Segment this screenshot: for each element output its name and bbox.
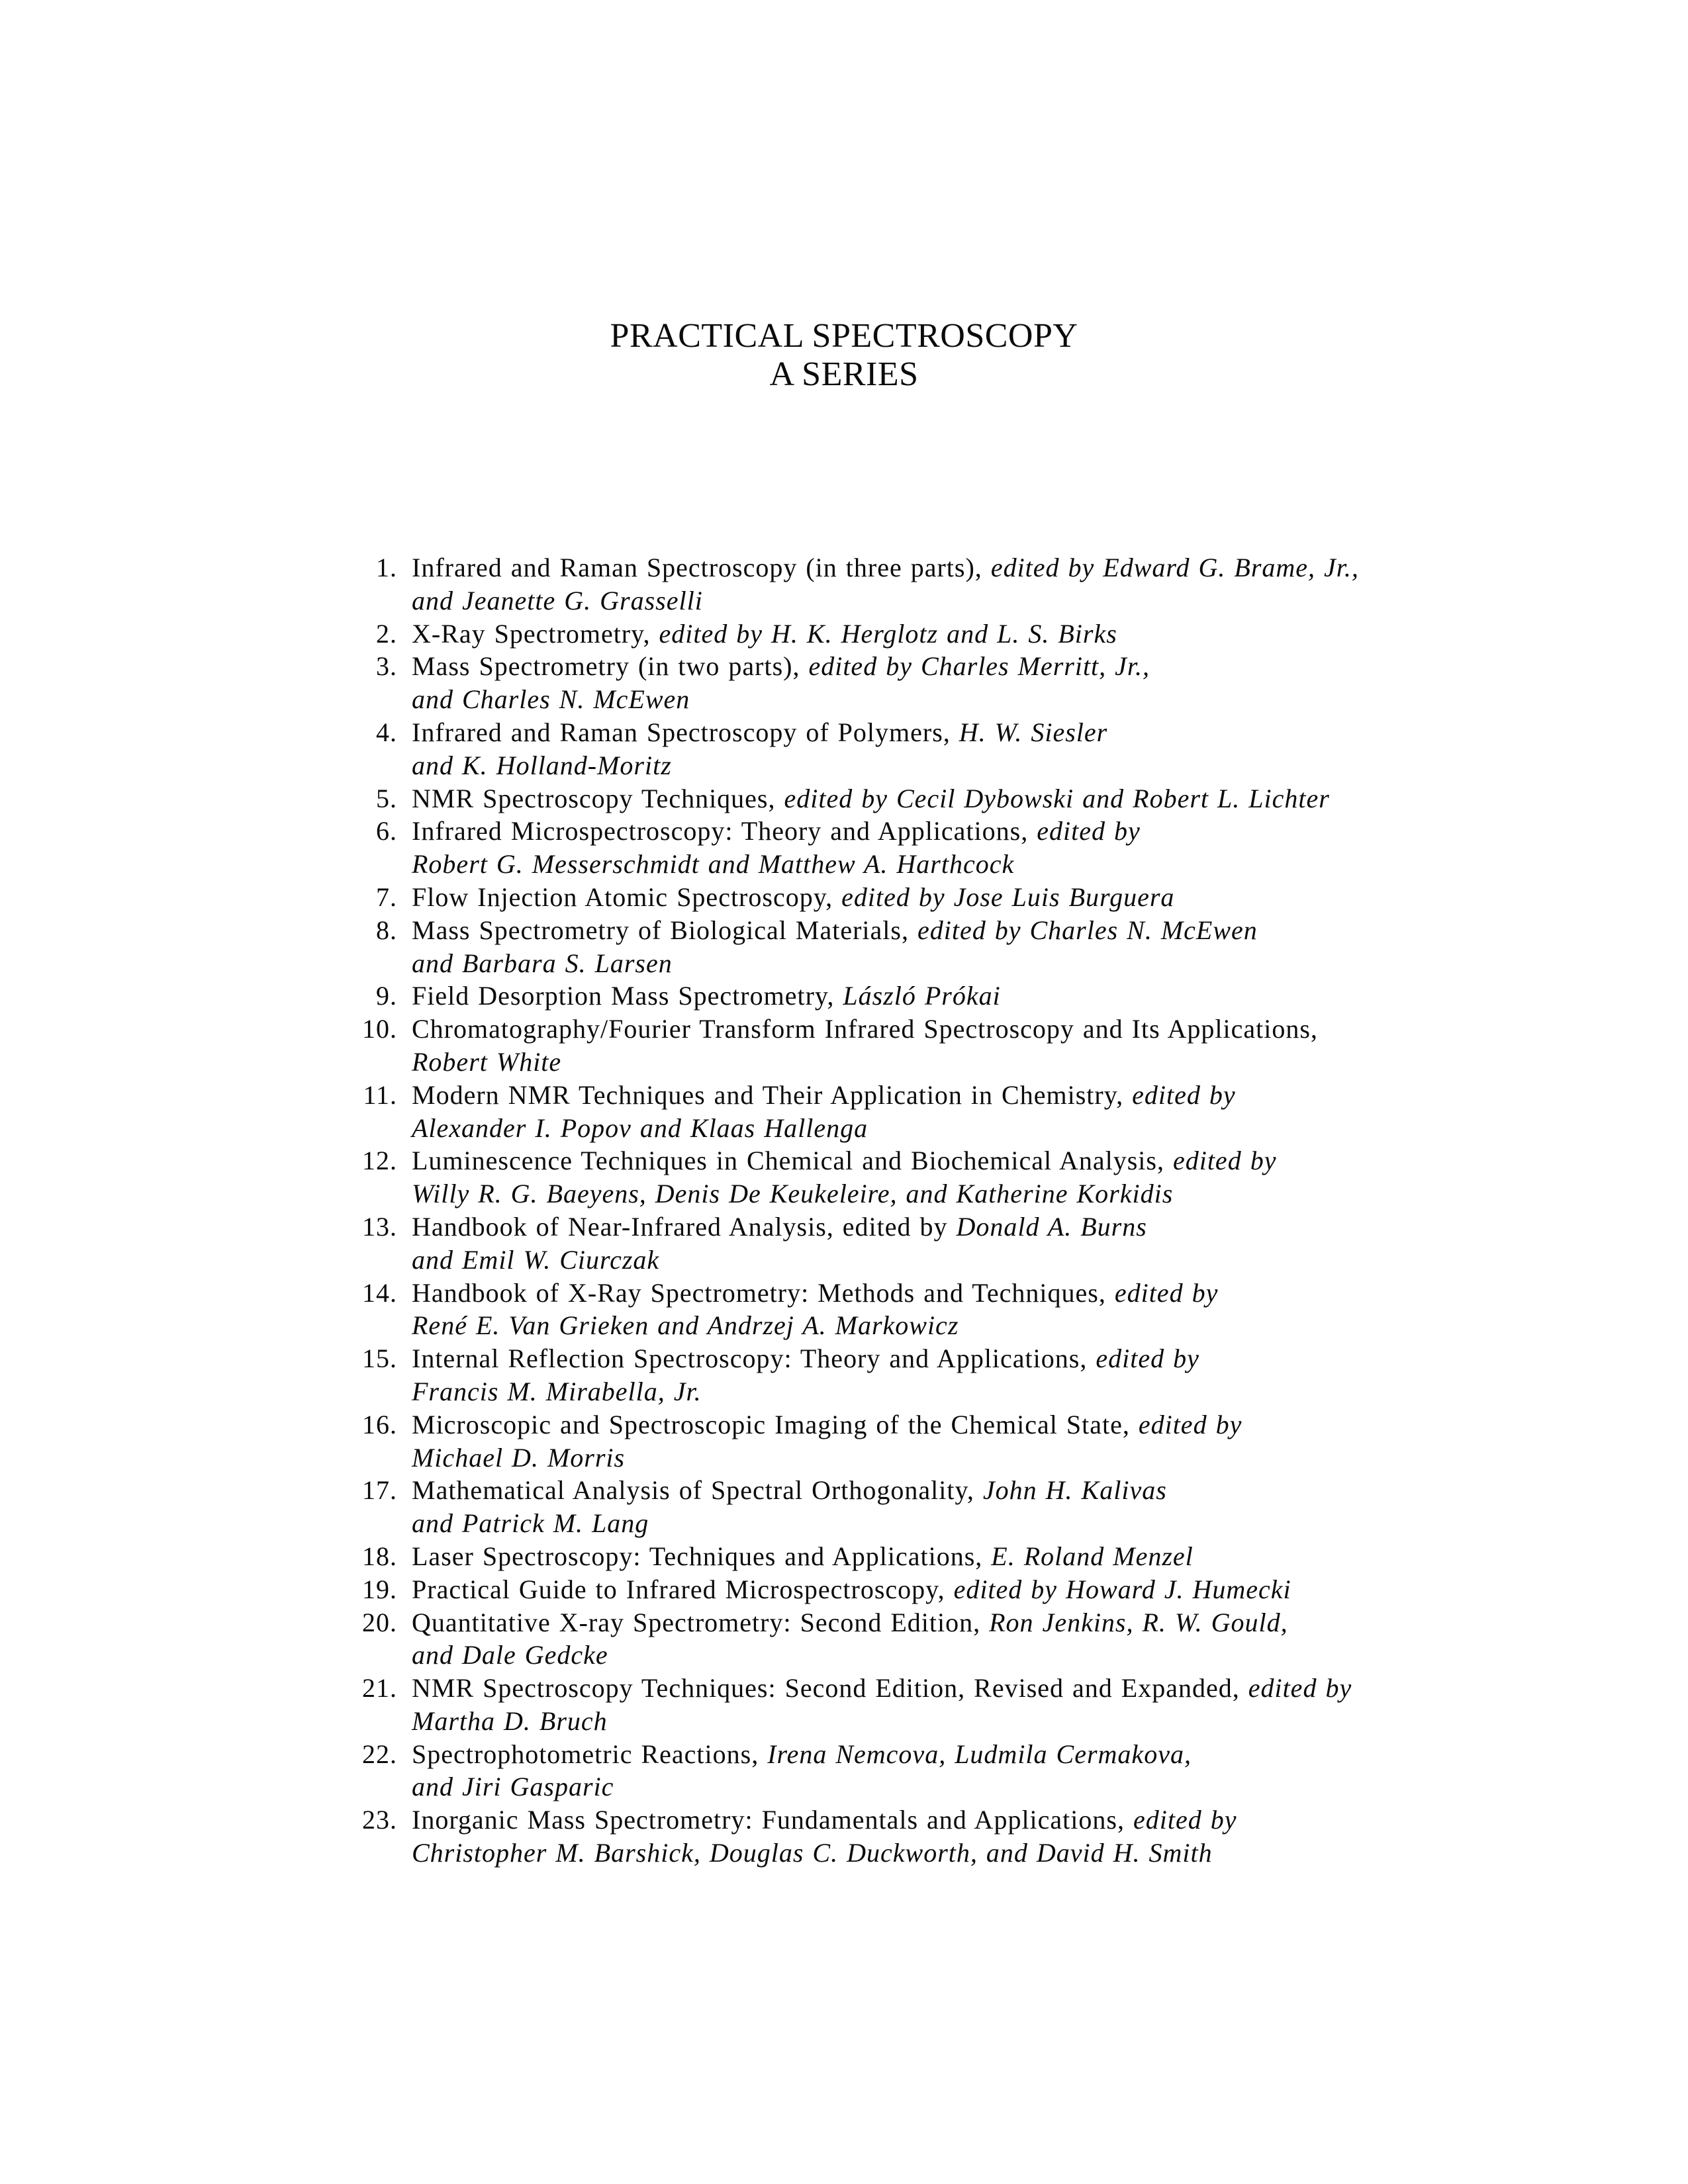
item-text [397,1079,1688,1112]
item-author-segment: edited by Charles Merritt, Jr., [808,651,1150,682]
item-title-segment: NMR Spectroscopy Techniques, [412,783,784,813]
item-title-segment: Modern NMR Techniques and Their Application in Chemistry, [412,1079,1133,1110]
list-item [0,1210,1688,1244]
item-author-segment: edited by [1172,1146,1277,1176]
item-title-segment: Mathematical Analysis of Spectral Orthogonality, [412,1475,983,1506]
item-text [397,1705,1688,1738]
item-text [397,1144,1688,1177]
item-title-segment: Internal Reflection Spectroscopy: Theory and Applications, [412,1343,1096,1374]
item-author-segment: edited by [1114,1277,1219,1308]
item-author-segment: and K. Holland-Moritz [412,750,672,780]
item-number: 6. [376,816,397,846]
item-number: 11. [363,1079,397,1110]
item-author-segment: René E. Van Grieken and Andrzej A. Markowicz [412,1310,959,1341]
item-text [397,1738,1688,1771]
item-title-segment: Inorganic Mass Spectrometry: Fundamentals and Applications, [412,1805,1133,1835]
item-author-segment: and Barbara S. Larsen [412,948,673,978]
item-author-segment: Robert White [412,1046,562,1077]
list-item-continuation [0,1507,1688,1540]
list-item-continuation [0,1770,1688,1803]
item-text [397,848,1688,881]
item-author-segment: Christopher M. Barshick, Douglas C. Duckworth, and David H. Smith [412,1838,1213,1868]
item-text [397,1244,1688,1277]
item-number: 20. [362,1607,397,1637]
list-item [0,1474,1688,1507]
item-title-segment: Luminescence Techniques in Chemical and Biochemical Analysis, [412,1146,1173,1176]
item-author-segment: and Dale Gedcke [412,1640,608,1670]
item-author-segment: edited by Charles N. McEwen [917,915,1258,945]
item-text [397,1672,1688,1705]
item-number: 23. [362,1805,397,1835]
item-text [397,1770,1688,1803]
item-author-segment: edited by Howard J. Humecki [953,1574,1291,1604]
item-author-segment: E. Roland Menzel [991,1541,1194,1571]
item-number: 12. [362,1146,397,1176]
list-item-continuation [0,1177,1688,1210]
item-author-segment: edited by [1132,1079,1236,1110]
list-item [0,1573,1688,1606]
item-author-segment: Willy R. G. Baeyens, Denis De Keukeleire, and Katherine Korkidis [412,1179,1174,1209]
item-author-segment: and Jeanette G. Grasselli [412,585,703,615]
list-item [0,716,1688,749]
item-number: 18. [362,1541,397,1571]
item-author-segment: edited by [1248,1673,1352,1704]
item-text [397,1441,1688,1475]
item-text [397,1342,1688,1375]
item-text [397,1013,1688,1046]
item-text [397,1540,1688,1573]
item-text [397,1474,1688,1507]
item-author-segment: edited by Edward G. Brame, Jr., [990,553,1359,582]
item-number: 9. [376,981,397,1011]
list-item-continuation [0,1705,1688,1738]
item-title-segment: Infrared and Raman Spectroscopy (in three parts), [412,553,991,582]
item-number: 17. [362,1475,397,1506]
list-item-continuation [0,749,1688,782]
item-author-segment: Robert G. Messerschmidt and Matthew A. Harthcock [412,849,1015,880]
item-text [397,1606,1688,1639]
item-author-segment: edited by Cecil Dybowski and Robert L. Lichter [784,783,1330,813]
item-text [397,1375,1688,1408]
list-item [0,1408,1688,1441]
item-number: 7. [376,882,397,912]
item-text [397,1507,1688,1540]
list-item [0,650,1688,683]
item-author-segment: edited by H. K. Herglotz and L. S. Birks [659,618,1117,649]
item-text [397,947,1688,980]
list-item [0,914,1688,947]
series-title: PRACTICAL SPECTROSCOPY [610,317,1078,355]
list-item [0,1672,1688,1705]
item-title-segment: Handbook of Near-Infrared Analysis, edited by [412,1211,957,1242]
item-text [397,716,1688,749]
series-list [0,551,1688,1870]
item-number: 10. [362,1014,397,1044]
item-author-segment: Irena Nemcova, Ludmila Cermakova, [767,1739,1192,1769]
item-text [397,914,1688,947]
item-author-segment: László Prókai [843,981,1001,1011]
item-number: 19. [362,1574,397,1604]
item-text [397,617,1688,651]
item-author-segment: and Jiri Gasparic [412,1772,614,1802]
item-text [397,1573,1688,1606]
item-title-segment: Handbook of X-Ray Spectrometry: Methods and Techniques, [412,1277,1115,1308]
item-author-segment: edited by Jose Luis Burguera [841,882,1175,912]
item-number: 8. [376,915,397,945]
item-number: 15. [362,1343,397,1374]
item-author-segment: edited by [1133,1805,1237,1835]
list-item-continuation [0,683,1688,716]
item-title-segment: Chromatography/Fourier Transform Infrared Spectroscopy and Its Applications, [412,1014,1318,1044]
list-item [0,617,1688,651]
item-number: 13. [362,1211,397,1242]
item-author-segment: H. W. Siesler [959,717,1108,747]
list-item-continuation [0,848,1688,881]
item-text [397,1639,1688,1672]
list-item-continuation [0,1046,1688,1079]
item-title-segment: Practical Guide to Infrared Microspectroscopy, [412,1574,954,1604]
series-title-block [0,317,1688,394]
item-author-segment: edited by [1037,816,1141,846]
item-author-segment: John H. Kalivas [982,1475,1167,1506]
item-number: 2. [376,618,397,649]
list-item [0,1540,1688,1573]
item-author-segment: Martha D. Bruch [412,1706,608,1736]
list-item [0,1803,1688,1837]
item-text [397,1112,1688,1145]
item-number: 16. [362,1409,397,1439]
item-author-segment: edited by [1138,1409,1243,1439]
item-author-segment: Ron Jenkins, R. W. Gould, [989,1607,1288,1637]
item-text [397,1309,1688,1342]
item-number: 22. [362,1739,397,1769]
item-author-segment: Francis M. Mirabella, Jr. [412,1376,702,1406]
item-title-segment: NMR Spectroscopy Techniques: Second Edition, Revised and Expanded, [412,1673,1248,1704]
item-author-segment: and Charles N. McEwen [412,684,690,715]
list-item [0,1144,1688,1177]
list-item-continuation [0,1441,1688,1475]
item-title-segment: Laser Spectroscopy: Techniques and Applications, [412,1541,992,1571]
series-subtitle: A SERIES [769,355,919,393]
item-title-segment: Infrared and Raman Spectroscopy of Polymers, [412,717,959,747]
item-author-segment: Donald A. Burns [956,1211,1147,1242]
item-title-segment: Microscopic and Spectroscopic Imaging of the Chemical State, [412,1409,1139,1439]
item-title-segment: X-Ray Spectrometry, [412,618,659,649]
item-number: 21. [362,1673,397,1704]
list-item-continuation [0,584,1688,617]
list-item-continuation [0,1112,1688,1145]
item-number: 3. [376,651,397,682]
item-title-segment: Mass Spectrometry of Biological Materials, [412,915,917,945]
item-title-segment: Infrared Microspectroscopy: Theory and Applications, [412,816,1037,846]
item-text [397,551,1688,584]
list-item [0,1013,1688,1046]
item-text [397,1277,1688,1310]
item-title-segment: Mass Spectrometry (in two parts), [412,651,809,682]
item-text [397,650,1688,683]
list-item-continuation [0,947,1688,980]
item-author-segment: and Patrick M. Lang [412,1508,649,1539]
item-author-segment: Alexander I. Popov and Klaas Hallenga [412,1113,868,1143]
list-item-continuation [0,1837,1688,1870]
item-text [397,782,1688,815]
item-text [397,1210,1688,1244]
item-text [397,683,1688,716]
item-number: 1. [376,553,397,582]
item-title-segment: Spectrophotometric Reactions, [412,1739,768,1769]
list-item [0,551,1688,584]
item-text [397,1837,1688,1870]
item-number: 5. [376,783,397,813]
list-item-continuation [0,1375,1688,1408]
item-text [397,1803,1688,1837]
item-text [397,584,1688,617]
item-number: 4. [376,717,397,747]
item-text [397,1046,1688,1079]
list-item [0,1606,1688,1639]
item-text [397,1408,1688,1441]
item-text [397,979,1688,1013]
list-item [0,881,1688,914]
list-item-continuation [0,1309,1688,1342]
list-item-continuation [0,1639,1688,1672]
item-text [397,1177,1688,1210]
item-text [397,749,1688,782]
item-author-segment: Michael D. Morris [412,1442,626,1473]
list-item [0,1342,1688,1375]
item-title-segment: Field Desorption Mass Spectrometry, [412,981,843,1011]
item-title-segment: Quantitative X-ray Spectrometry: Second Edition, [412,1607,990,1637]
list-item [0,1079,1688,1112]
list-item-continuation [0,1244,1688,1277]
item-author-segment: edited by [1096,1343,1199,1374]
list-item [0,1277,1688,1310]
item-author-segment: and Emil W. Ciurczak [412,1244,660,1275]
list-item [0,815,1688,848]
item-text [397,881,1688,914]
list-item [0,782,1688,815]
list-item [0,1738,1688,1771]
item-number: 14. [362,1277,397,1308]
list-item [0,979,1688,1013]
item-text [397,815,1688,848]
item-title-segment: Flow Injection Atomic Spectroscopy, [412,882,842,912]
